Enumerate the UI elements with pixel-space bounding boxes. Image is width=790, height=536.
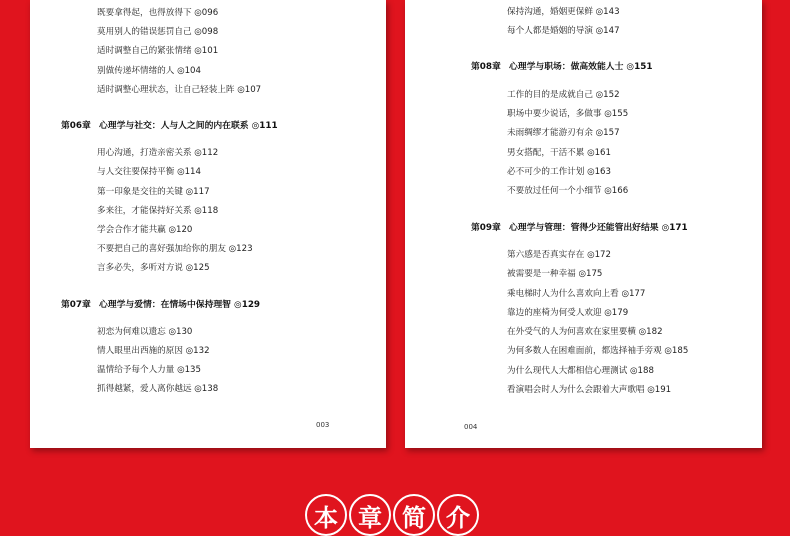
- section-banner: [305, 494, 479, 532]
- toc-item: 初恋为何难以遗忘 ◎130: [97, 327, 193, 337]
- toc-item: 与人交往要保持平衡 ◎114: [97, 167, 201, 177]
- toc-item: 莫用别人的错误惩罚自己 ◎098: [97, 27, 219, 37]
- chapter-heading-07: [61, 299, 260, 311]
- toc-item: 多来往，才能保持好关系 ◎118: [97, 206, 219, 216]
- toc-item: 男女搭配，干活不累 ◎161: [507, 148, 611, 158]
- toc-item: 不要放过任何一个小细节 ◎166: [507, 186, 629, 196]
- toc-item: 言多必失，多听对方说 ◎125: [97, 263, 210, 273]
- toc-item: 在外受气的人为何喜欢在家里要横 ◎182: [507, 327, 663, 337]
- toc-item: 第一印象是交往的关键 ◎117: [97, 187, 210, 197]
- chapter-title: 心理学与社交：人与人之间的内在联系 ◎111: [99, 121, 278, 131]
- toc-item: 为什么现代人大都相信心理测试 ◎188: [507, 366, 654, 376]
- banner-char: 本: [305, 494, 347, 536]
- toc-item: 适时调整自己的紧张情绪 ◎101: [97, 46, 219, 56]
- chapter-number: 第09章: [471, 223, 501, 233]
- toc-item: 适时调整心理状态，让自己轻装上阵 ◎107: [97, 85, 262, 95]
- page-number: 004: [464, 423, 478, 431]
- left-page: [30, 0, 386, 448]
- toc-item: 为何多数人在困难面前，都选择袖手旁观 ◎185: [507, 346, 689, 356]
- toc-item: 用心沟通，打造亲密关系 ◎112: [97, 148, 219, 158]
- chapter-number: 第07章: [61, 300, 91, 310]
- toc-item: 情人眼里出西施的原因 ◎132: [97, 346, 210, 356]
- toc-item: 每个人都是婚姻的导演 ◎147: [507, 26, 620, 36]
- toc-item: 不要把自己的喜好强加给你的朋友 ◎123: [97, 244, 253, 254]
- chapter-title: 心理学与爱情：在情场中保持理智 ◎129: [99, 300, 261, 310]
- banner-char: 章: [349, 494, 391, 536]
- chapter-title: 心理学与职场：做高效能人士 ◎151: [509, 62, 653, 72]
- toc-item: 温情给予每个人力量 ◎135: [97, 365, 201, 375]
- chapter-title: 心理学与管理：管得少还能管出好结果 ◎171: [509, 223, 688, 233]
- chapter-heading-06: [61, 120, 278, 132]
- toc-item: 保持沟通，婚姻更保鲜 ◎143: [507, 7, 620, 17]
- toc-item: 职场中要少说话，多做事 ◎155: [507, 109, 629, 119]
- right-page: [405, 0, 762, 448]
- chapter-number: 第08章: [471, 62, 501, 72]
- toc-item: 工作的目的是成就自己 ◎152: [507, 90, 620, 100]
- toc-item: 被需要是一种幸福 ◎175: [507, 269, 603, 279]
- toc-item: 既要拿得起，也得放得下 ◎096: [97, 8, 219, 18]
- chapter-heading-08: [471, 61, 652, 73]
- toc-item: 看演唱会时人为什么会跟着大声歌唱 ◎191: [507, 385, 672, 395]
- toc-item: 抓得越紧，爱人离你越远 ◎138: [97, 384, 219, 394]
- toc-item: 必不可少的工作计划 ◎163: [507, 167, 611, 177]
- page-number: 003: [316, 421, 330, 429]
- toc-item: 乘电梯时人为什么喜欢向上看 ◎177: [507, 289, 646, 299]
- toc-item: 学会合作才能共赢 ◎120: [97, 225, 193, 235]
- banner-char: 简: [393, 494, 435, 536]
- toc-item: 第六感是否真实存在 ◎172: [507, 250, 611, 260]
- banner-char: 介: [437, 494, 479, 536]
- chapter-number: 第06章: [61, 121, 91, 131]
- toc-item: 别做传递坏情绪的人 ◎104: [97, 66, 201, 76]
- toc-item: 靠边的座椅为何受人欢迎 ◎179: [507, 308, 629, 318]
- toc-item: 未雨绸缪才能游刃有余 ◎157: [507, 128, 620, 138]
- chapter-heading-09: [471, 222, 688, 234]
